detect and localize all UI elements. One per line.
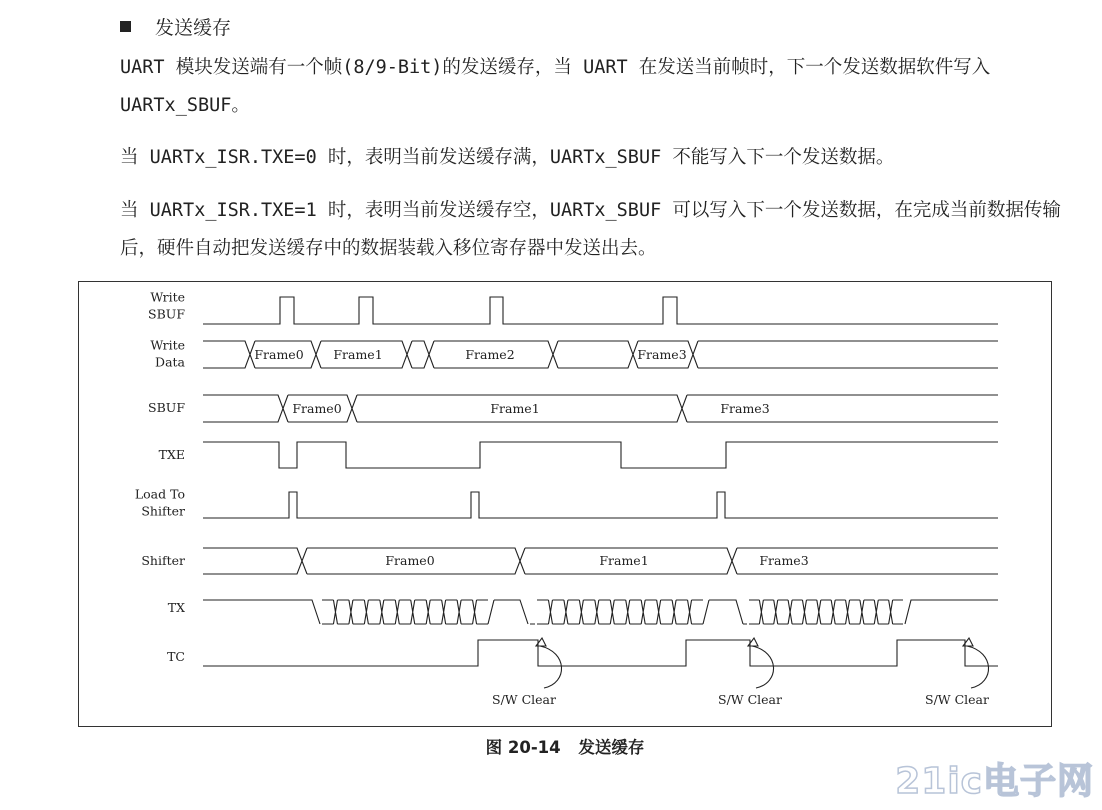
section-title: 发送缓存	[155, 16, 232, 39]
write-sbuf-label: Write	[150, 289, 185, 305]
load-to-shifter-label: Load To	[134, 486, 185, 502]
tc-wave	[203, 640, 998, 666]
tx-wave	[203, 600, 998, 624]
tx-label: TX	[167, 600, 185, 615]
shifter-label: Shifter	[141, 553, 185, 568]
write-data-label: Data	[155, 354, 185, 370]
sbuf-frame-0: Frame0	[292, 401, 342, 416]
shifter-frame-1: Frame1	[599, 553, 649, 568]
figure-title: 发送缓存	[578, 738, 645, 757]
sw-clear-arrow-1	[752, 646, 774, 688]
write-data-frame-1: Frame1	[333, 347, 383, 362]
write-data-frame-0: Frame0	[254, 347, 304, 362]
sbuf-frame-1: Frame1	[490, 401, 540, 416]
paragraph-txe-1: 当 UARTx_ISR.TXE=1 时，表明当前发送缓存空，UARTx_SBUF 可以写入下一个发送数据，在完成当前数据传输后，硬件自动把发送缓存中的数据装载入移位寄存器中发送出去。	[120, 200, 1061, 259]
write-data-label: Write	[150, 337, 185, 353]
write-data-frame-3: Frame3	[637, 347, 687, 362]
shifter-frame-0: Frame0	[385, 553, 435, 568]
sw-clear-arrow-2	[967, 646, 989, 688]
sw-clear-label-1: S/W Clear	[718, 692, 782, 707]
txe-label: TXE	[158, 447, 185, 462]
paragraph-txe-0: 当 UARTx_ISR.TXE=0 时，表明当前发送缓存满，UARTx_SBUF 不能写入下一个发送数据。	[120, 147, 895, 168]
write-data-bus-bottom	[203, 341, 998, 368]
sbuf-frame-2: Frame3	[720, 401, 770, 416]
write-data-frame-2: Frame2	[465, 347, 515, 362]
watermark-logo: 21ic电子网	[895, 761, 1094, 802]
paragraph-uart-buffer-intro: UART 模块发送端有一个帧(8/9-Bit)的发送缓存，当 UART 在发送当前帧时，下一个发送数据软件写入 UARTx_SBUF。	[120, 57, 1002, 116]
sw-clear-label-2: S/W Clear	[925, 692, 989, 707]
sbuf-label: SBUF	[148, 400, 185, 415]
write-data-bus-top	[203, 341, 998, 368]
tc-label: TC	[167, 649, 185, 664]
load-to-shifter-label: Shifter	[141, 503, 185, 519]
txe-wave	[203, 442, 998, 468]
load-to-shifter-wave	[203, 492, 998, 518]
write-sbuf-wave	[203, 297, 998, 324]
write-sbuf-label: SBUF	[148, 306, 185, 322]
shifter-frame-2: Frame3	[759, 553, 809, 568]
sw-clear-label-0: S/W Clear	[492, 692, 556, 707]
sw-clear-arrow-0	[540, 646, 562, 688]
figure-number: 图 20-14	[485, 738, 561, 757]
